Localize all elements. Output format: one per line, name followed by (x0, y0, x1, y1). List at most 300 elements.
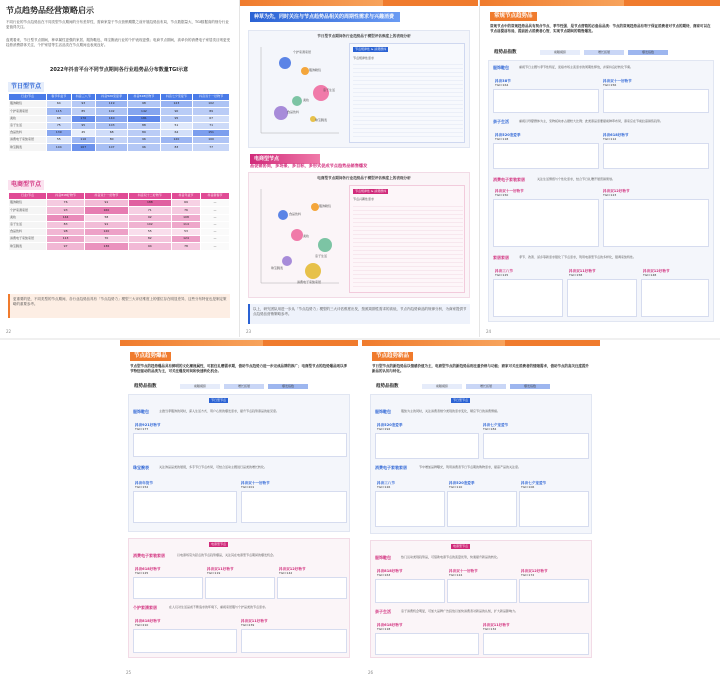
table-row (9, 200, 230, 207)
node-name: 抖音双十一好物节 (495, 189, 524, 193)
product-list (483, 433, 589, 459)
table-row (9, 207, 230, 214)
node-tgi: TGI=126 (377, 485, 391, 489)
tgi-cell: 45 (71, 129, 96, 136)
tgi-cell: 114 (172, 221, 201, 228)
product-list (493, 89, 599, 113)
tgi-cell: 53 (172, 228, 201, 235)
block-title: 珠宝腕表 (133, 465, 149, 470)
node-name: 抖音38节 (495, 79, 511, 83)
bottom-note: 以上，研究团队用进一步从「节点趋势力」模型的三大评估维度出发，按照周期性需求的高低，节点内趋势商品的规律分析，为商家提供节点趋势品营销策略参考。 (248, 304, 470, 324)
bubble-label: 食品饮料 (289, 212, 302, 216)
intro-paragraph: 常规节点中的常规趋势品具有契合节点、季节性强、是节点营销的必备品品类：节点的常规趋势品有利于保证消费者对节点的期待，商家可以在节点前提前布局，提前抢占消费者心智，实现节点期间的销售爆发。 (490, 24, 711, 33)
tgi-cell: 76 (172, 207, 201, 214)
product-list (375, 433, 479, 459)
tgi-cell: 78 (172, 243, 201, 250)
row-label: 个护家清家居 (9, 207, 47, 214)
node-name: 抖音双12好物节 (643, 269, 670, 273)
section-chip: 节日型节点 (211, 397, 227, 402)
table-row (9, 129, 230, 136)
ecommerce-subtitle: 品促销协同，多场景、多目标，多形式促成节点趋势品销售爆发 (250, 163, 368, 168)
node-tgi: TGI=124 (449, 573, 463, 577)
intro-paragraph: 节日型节点的新趋势品以情感价值为主，电商型节点的新趋势品则注重价格与功能；商家可关注消费者的情绪需求，借助节点的高关注度提升新品的认知与转化。 (372, 364, 589, 373)
block-text: 重视以母婴群体为主，宠物板块亦占据较大比例；此类商品需要提前种草布局，商家应在节前拉高销售趋势。 (519, 119, 664, 123)
node-name: 抖音520宠爱季 (495, 133, 521, 137)
row-label: 服饰鞋包 (9, 200, 47, 207)
legend-step: 增长拓展 (224, 384, 264, 389)
node-tgi: TGI=142 (279, 571, 293, 575)
table-header-cell: 行业\节点 (9, 193, 47, 200)
product-list (447, 579, 517, 603)
bubble-label: 服饰鞋包 (319, 204, 332, 208)
tgi-cell: 116 (71, 137, 96, 144)
node-tgi: TGI=132 (483, 627, 497, 631)
table-row (9, 101, 230, 108)
product-list (603, 199, 709, 247)
node-name: 抖音双12好物节 (279, 567, 306, 571)
tgi-cell: 124 (172, 236, 201, 243)
tgi-cell: 95 (160, 115, 193, 122)
node-tgi: TGI=163 (377, 573, 391, 577)
block-text: 以电商场景为起点的节点趋势爆品，关注其在电商型节点期间的爆发机会。 (177, 553, 277, 557)
bubble-kids (318, 238, 332, 252)
block-title: 个护家清家居 (133, 605, 157, 610)
bubble-label: 美妆 (303, 234, 310, 238)
block-title: 服饰鞋包 (493, 65, 509, 70)
ecommerce-analysis-panel (248, 172, 470, 298)
node-name: 抖音双12好物节 (521, 569, 548, 573)
page-number: 22 (6, 329, 12, 334)
tgi-cell: 76 (47, 200, 85, 207)
footnote-box: 更重要的是，不同类型的节点期间，各行业趋势品具有「节点趋势力」模型三大评估维度上的强位存在明显差异，这些分布特征也是制定策略的重要参考。 (8, 294, 230, 318)
bubble-electronics (305, 263, 321, 279)
table-row (9, 228, 230, 235)
page-number: 23 (246, 329, 252, 334)
tgi-cell: 69 (172, 200, 201, 207)
bubble-label: 美妆 (303, 98, 310, 102)
block-title: 消费电子家装家居 (375, 465, 407, 470)
row-label: 消费电子家装家居 (9, 236, 47, 243)
tgi-cell: 98 (128, 101, 160, 108)
tgi-cell: 68 (47, 115, 72, 122)
tgi-cell: 115 (47, 108, 72, 115)
table-row (9, 243, 230, 250)
table-header-cell: 抖音七夕宠爱节 (160, 94, 193, 101)
tgi-cell: 91 (85, 221, 128, 228)
tgi-cell: 75 (47, 122, 72, 129)
festival-analysis-panel (248, 30, 470, 148)
tgi-cell: 144 (47, 214, 85, 221)
tgi-cell: — (201, 228, 230, 235)
product-list (519, 491, 589, 527)
tgi-cell: 55 (128, 228, 171, 235)
trend-panel (488, 60, 714, 322)
tgi-cell: 58 (85, 214, 128, 221)
tgi-cell: 70 (85, 236, 128, 243)
tgi-cell: 67 (193, 115, 230, 122)
bubble-label: 服饰鞋包 (309, 68, 322, 72)
row-label: 珠宝腕表 (9, 243, 47, 250)
row-label: 美妆 (9, 115, 47, 122)
product-list (493, 143, 599, 169)
tgi-cell: 64 (47, 101, 72, 108)
table-row (9, 214, 230, 221)
row-label: 食品饮料 (9, 129, 47, 136)
festival-panel (370, 394, 592, 534)
chart-title: 2022年抖音平台不同节点期间各行业趋势品分布数量TGI示意 (49, 67, 189, 73)
bubble-label: 个护家清家居 (293, 50, 312, 54)
bubble-label: 亲子生活 (323, 88, 336, 92)
analysis-chip: 节点规律性 & 消费群体 (355, 188, 387, 193)
section-tag-ecommerce: 电商型节点 (8, 180, 44, 190)
legend-step: 前瞻模拟 (180, 384, 220, 389)
tgi-cell: 176 (71, 115, 96, 122)
tgi-cell: 80 (96, 137, 128, 144)
node-tgi: TGI=201 (241, 485, 255, 489)
table-header-cell: 抖音520宠爱季 (96, 94, 128, 101)
intro-paragraph: 节点型节点的趋势爆品具有鲜明的文化潮流属性，可抓住礼赠需求期，借助节点趋势力进一步完成品牌的推广；电商型节点的趋势爆品则以季节特征驱动的品类为主，可关注爆发时间和快速转化机会。 (130, 364, 347, 373)
analysis-text-lines (353, 64, 463, 140)
trend-index-label: 趋势品指数 (376, 384, 399, 389)
ecommerce-panel (128, 538, 350, 658)
table-row (9, 137, 230, 144)
product-list (493, 279, 563, 317)
tgi-cell: 113 (47, 236, 85, 243)
row-label: 个护家清家居 (9, 108, 47, 115)
page-title: 节点趋势品经营策略启示 (6, 6, 94, 15)
festival-tgi-table (8, 93, 230, 152)
tgi-cell: 139 (47, 129, 72, 136)
node-name: 抖音三八节 (495, 269, 513, 273)
node-name: 抖音618好物节 (135, 567, 161, 571)
node-name: 抖音520宠爱季 (449, 481, 475, 485)
node-name: 抖音七夕宠爱节 (483, 423, 509, 427)
tgi-cell: 120 (85, 228, 128, 235)
legend-step: 增长拓展 (466, 384, 506, 389)
node-name: 抖音双十一好物节 (449, 569, 478, 573)
row-label: 珠宝腕表 (9, 144, 47, 151)
tgi-cell: 140 (96, 115, 128, 122)
block-title: 服饰鞋包 (375, 409, 391, 414)
node-tgi: TGI=110 (449, 485, 463, 489)
tgi-cell: 71 (193, 122, 230, 129)
report-page-22 (0, 0, 238, 337)
node-name: 抖音七夕宠爱节 (521, 481, 547, 485)
page-top-bar (480, 0, 720, 6)
tgi-cell: — (201, 236, 230, 243)
node-tgi: TGI=106 (521, 485, 535, 489)
table-header-cell: 抖音618好物节 (128, 94, 160, 101)
product-list (205, 577, 275, 599)
product-list (447, 491, 517, 527)
tgi-cell: 88 (128, 122, 160, 129)
bubble-label: 亲子生活 (315, 254, 328, 258)
tgi-cell: 90 (160, 108, 193, 115)
page-top-bar (120, 340, 358, 346)
product-list (241, 629, 347, 653)
node-name: 抖音年货节 (135, 481, 153, 485)
tgi-cell: 71 (128, 207, 171, 214)
analysis-notes (349, 185, 465, 293)
bubble-label: 珠宝腕表 (315, 118, 328, 122)
table-row (9, 122, 230, 129)
analysis-text-lines (353, 206, 463, 290)
tgi-cell: 64 (160, 129, 193, 136)
row-label: 服饰鞋包 (9, 101, 47, 108)
node-name: 抖音520宠爱季 (377, 423, 403, 427)
node-name: 抖音双11好物节 (241, 619, 268, 623)
report-page-25 (120, 340, 358, 678)
festival-panel (128, 394, 350, 532)
bubble-personal-care (279, 57, 291, 69)
node-tgi: TGI=156 (603, 83, 617, 87)
page-title: 节点趋势爆品 (130, 352, 171, 361)
block-text: 节中增加品牌曝光，利用消费者节日节点期的购物需求，提高产品的关注度。 (419, 465, 522, 469)
tgi-cell: 188 (128, 200, 171, 207)
table-header-cell: 抖音新春节 (201, 193, 230, 200)
product-list (133, 629, 237, 653)
legend-step: 爆发指数 (628, 50, 668, 55)
node-tgi: TGI=123 (603, 193, 617, 197)
product-list (375, 491, 445, 527)
bubble-chart-festival (255, 43, 341, 143)
tgi-cell: — (201, 214, 230, 221)
bubble-beauty (291, 229, 303, 241)
page-number: 25 (126, 670, 132, 675)
intro-paragraph: 不同行业的节点趋势品在不同类型节点期间的分布差异性，需商家鉴于节点营销期限之前开展趋势品布局，节点数据量大、TGI数据高的细分行业更值得关注。 (6, 20, 229, 29)
tgi-cell: 95 (71, 122, 96, 129)
trend-index-label: 趋势品指数 (134, 384, 157, 389)
tgi-cell: 51 (160, 122, 193, 129)
node-name: 抖音921好物节 (135, 423, 161, 427)
node-name: 抖音818好物节 (135, 619, 161, 623)
product-list (133, 577, 203, 599)
block-text: 热门运动类别趋势品，可借助电商节点的流量优势，快速提升新品的转化。 (401, 555, 501, 559)
tgi-cell: 102 (96, 108, 128, 115)
product-list (133, 433, 347, 457)
product-list (519, 579, 589, 603)
bubble-label: 消费电子家装家居 (297, 280, 322, 284)
table-header-cell: 抖音年货节 (172, 193, 201, 200)
block-title: 服饰鞋包 (375, 555, 391, 560)
node-tgi: TGI=192 (377, 427, 391, 431)
node-tgi: TGI=172 (521, 573, 535, 577)
tgi-cell: 97 (47, 243, 85, 250)
tgi-cell: 160 (85, 207, 128, 214)
section-tag-festival: 节日型节点 (8, 82, 44, 92)
node-name: 抖音双11好物节 (569, 269, 596, 273)
tgi-cell: 123 (160, 101, 193, 108)
analysis-chip: 节点规律性 & 消费群体 (355, 46, 387, 51)
tgi-cell: 55 (47, 137, 72, 144)
node-name: 抖音双十一好物节 (603, 79, 632, 83)
product-list (567, 279, 637, 317)
table-header-cell: 抖音818好物节 (47, 193, 85, 200)
page-top-bar (362, 340, 600, 346)
tgi-cell: 151 (193, 129, 230, 136)
tgi-cell: 98 (47, 228, 85, 235)
node-tgi: TGI=148 (643, 273, 657, 277)
tgi-cell: 107 (96, 144, 128, 151)
block-text: 关注饰品品类的展现，多手节日节点布局，可结合活动主题进行品类的增长转化。 (159, 465, 268, 469)
tgi-cell: 167 (71, 144, 96, 151)
tgi-cell: 82 (128, 236, 171, 243)
table-row (9, 236, 230, 243)
tgi-cell: 83 (47, 221, 85, 228)
legend-step: 爆发指数 (268, 384, 308, 389)
node-name: 抖音618好物节 (377, 623, 403, 627)
product-list (603, 89, 709, 113)
node-tgi: TGI=119 (207, 571, 221, 575)
tgi-cell: 104 (47, 144, 72, 151)
row-label: 消费电子家装家居 (9, 137, 47, 144)
node-tgi: TGI=150 (495, 193, 509, 197)
panel-title: 节日型节点期间各行业趋势品于模型评估维度上的表现分析 (317, 34, 411, 38)
node-name: 抖音双十一好物节 (241, 481, 270, 485)
section-chip: 电商型节点 (211, 541, 227, 546)
panel-title: 电商型节点期间各行业趋势品于模型评估维度上的表现分析 (317, 176, 411, 180)
bubble-label: 珠宝腕表 (271, 266, 284, 270)
bubble-food (278, 210, 288, 220)
bubble-label: 食品饮料 (287, 110, 300, 114)
tgi-cell: 89 (193, 108, 230, 115)
node-name: 抖音三八节 (377, 481, 395, 485)
table-row (9, 221, 230, 228)
tgi-cell: 92 (128, 214, 171, 221)
node-tgi: TGI=210 (135, 623, 149, 627)
row-divider (0, 338, 720, 340)
block-title: 消费电子家装家居 (493, 177, 525, 182)
tgi-cell: 96 (128, 137, 160, 144)
page-title: 节点趋势新品 (372, 352, 413, 361)
tgi-cell: — (201, 200, 230, 207)
tgi-cell: 68 (96, 129, 128, 136)
row-label: 食品饮料 (9, 228, 47, 235)
tgi-cell: 89 (128, 129, 160, 136)
table-row (9, 144, 230, 151)
block-text: 在人们对生活品质不断追求的环境下，重视家居服与个护品类的节点需求。 (169, 605, 269, 609)
tgi-cell: 93 (71, 101, 96, 108)
bubble-chart-ecommerce (255, 185, 341, 293)
bubble-apparel (301, 67, 309, 75)
tgi-cell: 93 (47, 207, 85, 214)
node-tgi: TGI=184 (483, 427, 497, 431)
tgi-cell: 103 (96, 122, 128, 129)
block-text: 服装为主的同时，关注消费者细分类别的需求变化，顺应节日的消费情绪。 (401, 409, 501, 413)
page-number: 26 (368, 670, 374, 675)
section-chip: 节日型节点 (453, 397, 469, 402)
tgi-cell: 120 (160, 137, 193, 144)
product-list (375, 579, 445, 603)
product-list (483, 633, 589, 655)
node-name: 抖音618好物节 (603, 133, 629, 137)
block-text: 关注生活情感与个性化需求，结合节日礼赠开展营销策划。 (537, 177, 616, 181)
block-title: 服饰鞋包 (133, 409, 149, 414)
bubble-food (274, 106, 288, 120)
tgi-cell: 142 (128, 108, 160, 115)
tgi-cell: 102 (128, 221, 171, 228)
node-tgi: TGI=118 (495, 137, 509, 141)
bubble-jewelry (282, 256, 292, 266)
page-title: 常规节点趋势品 (490, 12, 537, 21)
node-tgi: TGI=177 (135, 427, 149, 431)
report-page-26 (362, 340, 600, 678)
node-tgi: TGI=164 (495, 83, 509, 87)
product-list (641, 279, 709, 317)
node-tgi: TGI=152 (135, 485, 149, 489)
tgi-cell: 119 (96, 101, 128, 108)
report-page-23 (240, 0, 478, 337)
node-name: 抖音双11好物节 (207, 567, 234, 571)
tgi-cell: 181 (128, 115, 160, 122)
block-title: 亲子生活 (375, 609, 391, 614)
tgi-cell: 77 (193, 144, 230, 151)
table-row (9, 115, 230, 122)
block-text: 亲子消费机会明显，可加大品牌广告投放以加快消费者对新品的认知，扩大新品影响力。 (401, 609, 519, 613)
page-number: 24 (486, 329, 492, 334)
legend-step: 前瞻模拟 (422, 384, 462, 389)
node-tgi: TGI=112 (603, 137, 617, 141)
tgi-cell: 85 (71, 108, 96, 115)
table-header-cell: 抖音双十二好物节 (128, 193, 171, 200)
tgi-cell: 100 (193, 137, 230, 144)
tgi-cell: 96 (128, 144, 160, 151)
ecommerce-banner: 电商型节点 (250, 154, 320, 164)
tgi-cell: 102 (193, 101, 230, 108)
analysis-legend: 节点规律性需求 (353, 56, 375, 60)
section-chip: 电商型节点 (453, 543, 469, 548)
legend-step: 爆发指数 (510, 384, 550, 389)
analysis-notes (349, 43, 465, 143)
node-name: 抖音双11好物节 (483, 623, 510, 627)
analysis-legend: 节点兴趣性需求 (353, 197, 375, 201)
table-row (9, 108, 230, 115)
node-tgi: TGI=118 (377, 627, 391, 631)
node-tgi: TGI=158 (569, 273, 583, 277)
table-header-cell: 抖音三八节 (71, 94, 96, 101)
ecommerce-panel (370, 540, 592, 658)
row-label: 亲子生活 (9, 122, 47, 129)
product-list (241, 491, 347, 523)
tgi-cell: 108 (172, 214, 201, 221)
node-name: 抖音双12好物节 (603, 189, 630, 193)
page-top-bar (240, 0, 478, 6)
node-tgi: TGI=239 (241, 623, 255, 627)
table-header-cell: 春节年货节 (47, 94, 72, 101)
table-header-cell: 抖音双十一好物节 (193, 94, 230, 101)
tgi-cell: — (201, 221, 230, 228)
product-list (277, 577, 347, 599)
bubble-apparel (311, 203, 319, 211)
legend-step: 前瞻模拟 (540, 50, 580, 55)
product-list (133, 491, 237, 523)
block-text: 主推当季服饰的同时，深入生活方式、用户心智的爆发需求，提升节点趋势商品的能见度。 (159, 409, 280, 413)
row-label: 美妆 (9, 214, 47, 221)
tgi-cell: 94 (128, 243, 171, 250)
block-title: 消费电子家装家居 (133, 553, 165, 558)
tgi-cell: 83 (160, 144, 193, 151)
table-header-cell: 行业\节点 (9, 94, 47, 101)
bubble-beauty (292, 96, 302, 106)
product-list (375, 633, 479, 655)
block-text: 季节、改善、返乡等新需求强化了节点需求，利用电商型节点的多样化，强调家装特性。 (519, 255, 637, 259)
tgi-cell: 91 (85, 200, 128, 207)
tgi-cell: — (201, 243, 230, 250)
legend-step: 增长拓展 (584, 50, 624, 55)
block-text: 重视节日主题与季节性特征，迎接市场主流需求的周期性释放，并保持良好转化节奏。 (519, 65, 634, 69)
node-tgi: TGI=125 (495, 273, 509, 277)
tgi-cell: 136 (85, 243, 128, 250)
